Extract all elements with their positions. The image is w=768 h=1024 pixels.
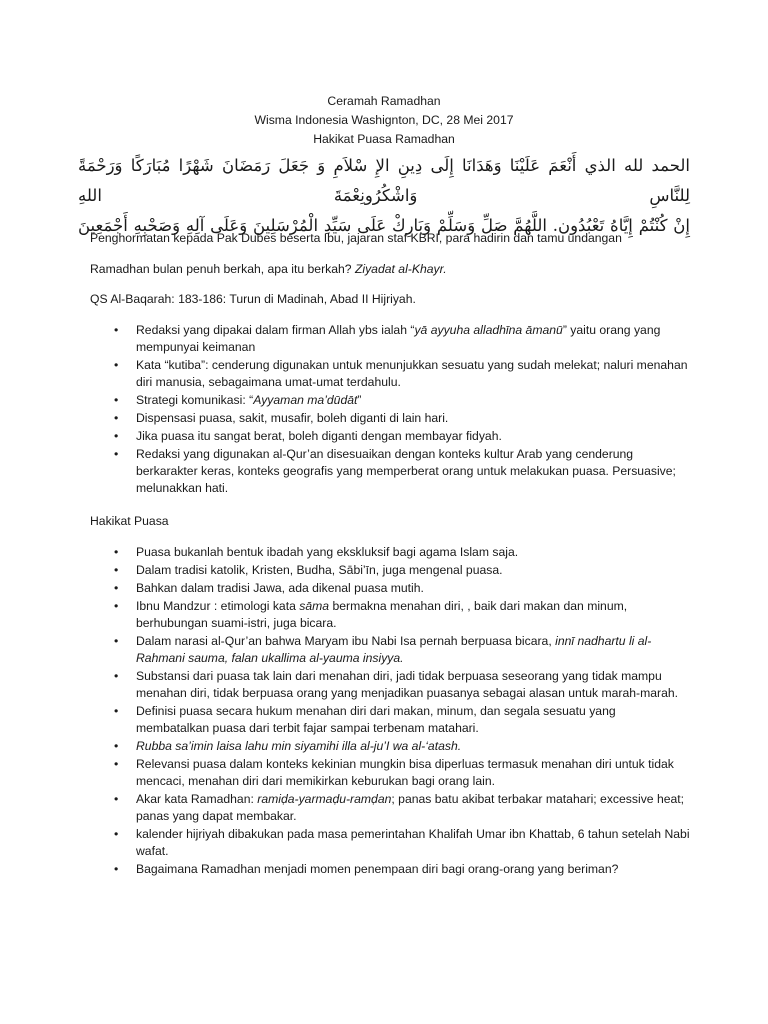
list-item: • Substansi dari puasa tak lain dari menahan diri, jadi tidak berpuasa seseorang yang tidak mampu menahan diri, tidak berpuasa orang yang menjadikan puasanya sebagai alasan untuk marah-marah. xyxy=(90,668,690,702)
list-item: • Redaksi yang digunakan al-Qur’an disesuaikan dengan konteks kultur Arab yang cenderung berkarakter keras, konteks geografis yang memperberat orang untuk melakukan puasa. Persuasive; melunakkan hati. xyxy=(90,446,690,497)
list-item: • Redaksi yang dipakai dalam firman Allah ybs ialah “yā ayyuha alladhīna āmanū” yaitu orang yang mempunyai keimanan xyxy=(90,322,690,356)
list-item: • Jika puasa itu sangat berat, boleh diganti dengan membayar fidyah. xyxy=(90,428,690,445)
berkah-italic: Ziyadat al-Khayr. xyxy=(354,262,447,276)
list-item: • Definisi puasa secara hukum menahan diri dari makan, minum, dan segala sesuatu yang membatalkan puasa dari terbit fajar sampai terbenam matahari. xyxy=(90,703,690,737)
section-heading-hakikat-puasa: Hakikat Puasa xyxy=(90,514,169,528)
greeting-paragraph: Penghormatan kepada Pak Dubes beserta Ibu, jajaran staf KBRI, para hadirin dan tamu undangan xyxy=(90,231,622,245)
list-item: • Strategi komunikasi: “Ayyaman ma’dūdāt” xyxy=(90,392,690,409)
document-venue-date: Wisma Indonesia Washignton, DC, 28 Mei 2017 xyxy=(254,113,514,127)
arabic-line-2: إِنْ كُنْتُمْ إِيَّاهُ تَعْبُدُون. اللَّهُمَّ صَلِّ وَسَلِّمْ وَبَارِكْ عَلَى سَيِّدِ الْمُرْسَلِينَ وَعَلَى آلِهِ وَصَحْبِهِ أَجْمَعِينَ xyxy=(78,216,690,235)
list-item: • Dispensasi puasa, sakit, musafir, boleh diganti di lain hari. xyxy=(90,410,690,427)
arabic-line-1: الحمد لله الذي أَنْعَمَ عَلَيْنَا وَهَدَانَا إِلَى دِينِ الإِ سْلاَمِ وَ جَعَلَ رَمَضَانَ شَهْرًا مُبَارَكًا وَرَحْمَةً لِلنَّاسِ وَاشْكُرُونِعْمَةَ اللهِ xyxy=(78,156,690,205)
bullet-list-2 xyxy=(90,544,690,879)
berkah-paragraph xyxy=(90,261,690,278)
list-item: • Relevansi puasa dalam konteks kekinian mungkin bisa diperluas termasuk menahan diri untuk tidak mencaci, menahan diri dari memikirkan keburukan bagi orang lain. xyxy=(90,756,690,790)
list-item: • Bahkan dalam tradisi Jawa, ada dikenal puasa mutih. xyxy=(90,580,690,597)
document-title: Ceramah Ramadhan xyxy=(327,94,441,108)
list-item: • Dalam tradisi katolik, Kristen, Budha, Sābi’īn, juga mengenal puasa. xyxy=(90,562,690,579)
list-item: • Puasa bukanlah bentuk ibadah yang ekskluksif bagi agama Islam saja. xyxy=(90,544,690,561)
bullet-list-1 xyxy=(90,322,690,498)
list-item: • Dalam narasi al-Qur’an bahwa Maryam ibu Nabi Isa pernah berpuasa bicara, innī nadhartu li al-Rahmani sauma, falan ukallima al-yauma insiyya. xyxy=(90,633,690,667)
qs-reference: QS Al-Baqarah: 183-186: Turun di Madinah, Abad II Hijriyah. xyxy=(90,292,416,306)
list-item: • Ibnu Mandzur : etimologi kata sāma bermakna menahan diri, , baik dari makan dan minum, berhubungan suami-istri, juga bicara. xyxy=(90,598,690,632)
list-item: • Rubba sa’imin laisa lahu min siyamihi illa al-ju’I wa al-‘atash. xyxy=(90,738,690,755)
document-topic: Hakikat Puasa Ramadhan xyxy=(313,132,455,146)
list-item: • Akar kata Ramadhan: ramiḍa-yarmaḍu-ramḍan; panas batu akibat terbakar matahari; excessive heat; panas yang dapat membakar. xyxy=(90,791,690,825)
list-item: • Kata “kutiba”: cenderung digunakan untuk menunjukkan sesuatu yang sudah melekat; naluri menahan diri manusia, sebagaimana umat-umat terdahulu. xyxy=(90,357,690,391)
document-header xyxy=(0,92,768,149)
list-item: • Bagaimana Ramadhan menjadi momen penempaan diri bagi orang-orang yang beriman? xyxy=(90,861,690,878)
arabic-opening xyxy=(78,151,690,241)
list-item: • kalender hijriyah dibakukan pada masa pemerintahan Khalifah Umar ibn Khattab, 6 tahun setelah Nabi wafat. xyxy=(90,826,690,860)
berkah-text: Ramadhan bulan penuh berkah, apa itu berkah? xyxy=(90,262,355,276)
